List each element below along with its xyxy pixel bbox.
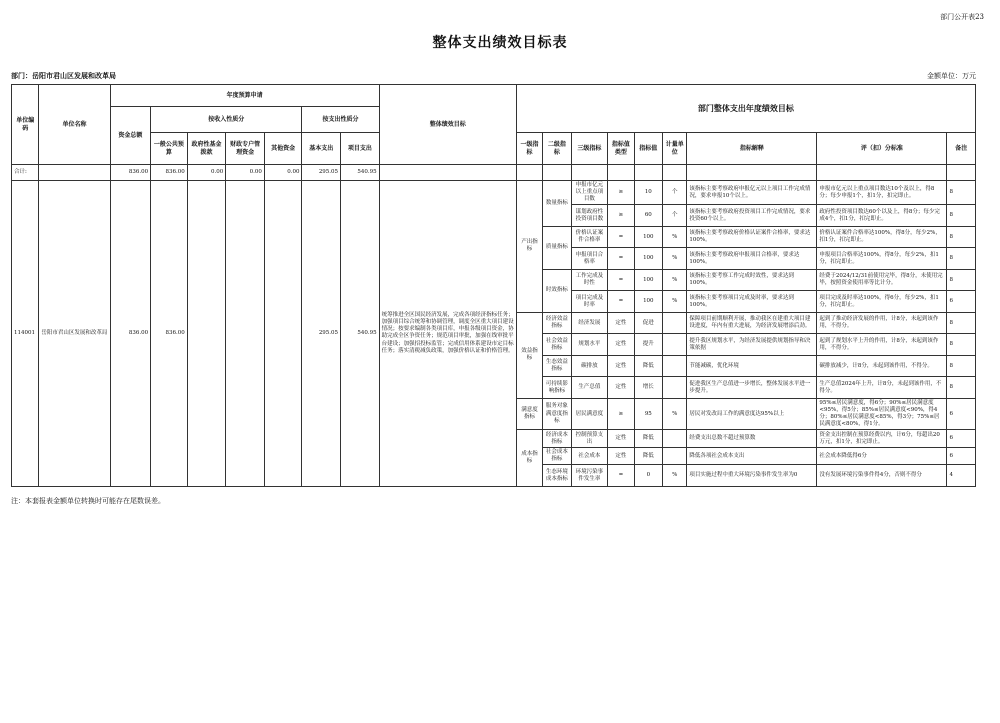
value-type: 定性 <box>608 334 634 356</box>
indicator-value: 100 <box>634 226 662 248</box>
indicator-value: 0 <box>634 465 662 487</box>
header-other-fund: 其他资金 <box>264 133 302 165</box>
header-gov-fund: 政府性基金拨款 <box>187 133 226 165</box>
header-explain: 指标解释 <box>687 133 817 165</box>
indicator-value: 100 <box>634 248 662 270</box>
level3-indicator: 控制预算支出 <box>571 430 608 448</box>
remark: 8 <box>947 334 976 356</box>
header-l1: 一级指标 <box>516 133 542 165</box>
measure-unit: % <box>663 269 687 291</box>
overall-goal-text: 统筹推进全区国民经济发展，完成各项经济指标任务；加强项目综合统筹和协调管理，调度全区重大项目建设情况；按要求编制各类项目库，申报各级项目资金，协助完成全区争资任务；规范项目审批，加强在线审批平台建设；加强招投标监管；完成信用体系建设市定目标任务；落实清税减负政策，加强价格认证和价格管理。 <box>379 181 516 487</box>
scoring-standard: 项目完成及时率达100%，得6分，每少2%，扣1分，扣完即止。 <box>817 291 947 313</box>
scoring-standard: 经费于2024/12/31前使用完毕，得8分，未使用完毕，按照资金使用率等比计分。 <box>817 269 947 291</box>
header-unit-name: 单位名称 <box>39 85 110 165</box>
indicator-explanation: 该指标主要考察政府申报亿元以上项目工作完成情况，要求申报10个以上。 <box>687 181 817 205</box>
header-by-expense: 按支出性质分 <box>302 107 379 133</box>
level3-indicator: 申报市亿元以上重点项目数 <box>571 181 608 205</box>
measure-unit <box>663 334 687 356</box>
remark: 8 <box>947 205 976 227</box>
scoring-standard: 价格认证案件合格率达100%，得8分，每少2%，扣1分，扣完即止。 <box>817 226 947 248</box>
scoring-standard: 政府性投资项目数达60个以及上，得8分；每少完成4个，扣1分，扣完即止。 <box>817 205 947 227</box>
header-by-income: 按收入性质分 <box>151 107 302 133</box>
unit-general: 836.00 <box>151 181 188 487</box>
indicator-explanation: 该指标主要考察政府申报项目合格率，要求达100%。 <box>687 248 817 270</box>
header-l3: 三级指标 <box>571 133 608 165</box>
indicator-explanation: 经费支出总数不超过预算数 <box>687 430 817 448</box>
unit-basic: 295.05 <box>302 181 341 487</box>
page-title: 整体支出绩效目标表 <box>432 35 568 51</box>
header-basic-expense: 基本支出 <box>302 133 341 165</box>
value-type: = <box>608 465 634 487</box>
measure-unit: % <box>663 226 687 248</box>
unit-gov <box>187 181 226 487</box>
header-annual-budget: 年度预算申请 <box>110 85 379 107</box>
level3-indicator: 工作完成及时性 <box>571 269 608 291</box>
remark: 6 <box>947 398 976 430</box>
header-annual-target: 部门整体支出年度绩效目标 <box>516 85 975 133</box>
indicator-value: 提升 <box>634 334 662 356</box>
unit-other <box>264 181 302 487</box>
sum-project: 540.95 <box>341 165 380 181</box>
remark: 8 <box>947 269 976 291</box>
page-code: 部门公开表23 <box>940 13 984 21</box>
sum-gov: 0.00 <box>187 165 226 181</box>
value-type: 定性 <box>608 430 634 448</box>
remark: 4 <box>947 465 976 487</box>
footnote: 注：本套报表金额单位转换时可能存在尾数误差。 <box>11 497 165 505</box>
scoring-standard: 起到了规划水平上升的作用，计8分，未起到该作用，不得分。 <box>817 334 947 356</box>
indicator-explanation: 该指标主要考察项目完成及时率，要求达到100%。 <box>687 291 817 313</box>
level2-indicator: 生态效益指标 <box>543 355 571 377</box>
level3-indicator: 价格认证案件合格率 <box>571 226 608 248</box>
level2-indicator: 社会成本指标 <box>543 447 571 465</box>
level3-indicator: 社会成本 <box>571 447 608 465</box>
table-row <box>12 181 976 205</box>
level2-indicator: 质量指标 <box>543 226 571 269</box>
measure-unit <box>663 430 687 448</box>
indicator-value: 60 <box>634 205 662 227</box>
scoring-standard: 碳排放减少，计8分，未起到该作用，不得分。 <box>817 355 947 377</box>
header-general-budget: 一般公共预算 <box>151 133 188 165</box>
sum-general: 836.00 <box>151 165 188 181</box>
measure-unit: % <box>663 291 687 313</box>
sum-other: 0.00 <box>264 165 302 181</box>
level3-indicator: 居民满意度 <box>571 398 608 430</box>
value-type: 定性 <box>608 312 634 334</box>
level2-indicator: 服务对象满意度指标 <box>543 398 571 430</box>
indicator-value: 95 <box>634 398 662 430</box>
value-type: ≥ <box>608 181 634 205</box>
value-type: = <box>608 291 634 313</box>
header-remark: 备注 <box>947 133 976 165</box>
department-label: 部门：岳阳市君山区发展和改革局 <box>11 71 116 80</box>
indicator-value: 100 <box>634 269 662 291</box>
level3-indicator: 生产总值 <box>571 377 608 399</box>
performance-table <box>11 84 976 487</box>
indicator-value: 增长 <box>634 377 662 399</box>
level2-indicator: 经济效益指标 <box>543 312 571 334</box>
unit-name: 岳阳市君山区发展和改革局 <box>39 181 110 487</box>
indicator-explanation: 该指标主要考察工作完成时效性，要求达到100%。 <box>687 269 817 291</box>
indicator-explanation: 该指标主要考察政府投资项目工作完成情况，要求投资60个以上。 <box>687 205 817 227</box>
amount-unit-label: 金额单位：万元 <box>927 72 976 80</box>
indicator-value: 降低 <box>634 355 662 377</box>
level2-indicator: 生态环境成本指标 <box>543 465 571 487</box>
measure-unit: 个 <box>663 205 687 227</box>
level3-indicator: 项目完成及时率 <box>571 291 608 313</box>
level3-indicator: 申报项目合格率 <box>571 248 608 270</box>
value-type: 定性 <box>608 447 634 465</box>
indicator-value: 降低 <box>634 430 662 448</box>
measure-unit: 个 <box>663 181 687 205</box>
remark: 8 <box>947 248 976 270</box>
unit-project: 540.95 <box>341 181 380 487</box>
header-project-expense: 项目支出 <box>341 133 380 165</box>
measure-unit: % <box>663 465 687 487</box>
level3-indicator: 规划水平 <box>571 334 608 356</box>
remark: 8 <box>947 181 976 205</box>
value-type: 定性 <box>608 377 634 399</box>
sum-row <box>12 165 976 181</box>
scoring-standard: 申报项目合格率达100%，得8分，每少2%，扣1分，扣完即止。 <box>817 248 947 270</box>
scoring-standard: 起到了推动经济发展的作用，计8分，未起到该作用，不得分。 <box>817 312 947 334</box>
indicator-explanation: 项目实施过程中重大环境污染事件发生率为0 <box>687 465 817 487</box>
unit-code: 114001 <box>12 181 39 487</box>
sum-special: 0.00 <box>226 165 265 181</box>
indicator-explanation: 提升我区规划水平，为经济发展提供规划指导和决策依据 <box>687 334 817 356</box>
value-type: 定性 <box>608 355 634 377</box>
remark: 6 <box>947 291 976 313</box>
header-scoring: 评（扣）分标准 <box>817 133 947 165</box>
level3-indicator: 环境污染事件发生率 <box>571 465 608 487</box>
level1-indicator: 成本指标 <box>516 430 542 487</box>
remark: 6 <box>947 430 976 448</box>
sum-label: 合计: <box>12 165 39 181</box>
level1-indicator: 效益指标 <box>516 312 542 398</box>
scoring-standard: 没有发展环境污染事件得4分，否则不得分 <box>817 465 947 487</box>
indicator-value: 促进 <box>634 312 662 334</box>
level2-indicator: 时效指标 <box>543 269 571 312</box>
header-value: 指标值 <box>634 133 662 165</box>
level3-indicator: 谋划政府性投资项目数 <box>571 205 608 227</box>
level2-indicator: 经济成本指标 <box>543 430 571 448</box>
unit-total: 836.00 <box>110 181 151 487</box>
measure-unit: % <box>663 398 687 430</box>
level2-indicator: 数量指标 <box>543 181 571 227</box>
remark: 8 <box>947 355 976 377</box>
unit-special <box>226 181 265 487</box>
indicator-explanation: 保障项目前期顺利开展，推动我区在建重大项目建设进度，年内有重大进展，为经济发展增添后劲。 <box>687 312 817 334</box>
value-type: = <box>608 248 634 270</box>
sum-total: 836.00 <box>110 165 151 181</box>
header-total-funds: 资金总额 <box>110 107 151 165</box>
header-l2: 二级指标 <box>543 133 571 165</box>
indicator-explanation: 居民对发改局工作的满意度达95%以上 <box>687 398 817 430</box>
indicator-explanation: 降低各项社会成本支出 <box>687 447 817 465</box>
scoring-standard: 社会成本降低得6分 <box>817 447 947 465</box>
indicator-explanation: 该指标主要考察政府价格认证案件合格率，要求达100%。 <box>687 226 817 248</box>
remark: 8 <box>947 377 976 399</box>
level2-indicator: 可持续影响指标 <box>543 377 571 399</box>
indicator-value: 10 <box>634 181 662 205</box>
indicator-value: 100 <box>634 291 662 313</box>
header-special-fund: 财政专户管理资金 <box>226 133 265 165</box>
level1-indicator: 产出指标 <box>516 181 542 313</box>
indicator-explanation: 促进我区生产总值进一步增长，整体发展水平进一步提升。 <box>687 377 817 399</box>
level3-indicator: 经济发展 <box>571 312 608 334</box>
header-unit-code: 单位编码 <box>12 85 39 165</box>
remark: 6 <box>947 447 976 465</box>
level1-indicator: 满意度指标 <box>516 398 542 430</box>
value-type: = <box>608 269 634 291</box>
scoring-standard: 申报市亿元以上重点项目数达10个及以上，得8分；每少申报1个，扣1分，扣完即止。 <box>817 181 947 205</box>
remark: 8 <box>947 226 976 248</box>
value-type: ≥ <box>608 398 634 430</box>
measure-unit: % <box>663 248 687 270</box>
scoring-standard: 95%≤居民满意度，得6分；90%≤居民满意度<95%，得5分；85%≤居民满意度<90%，得4分；80%≤居民满意度<85%，得3分；75%≤居民满意度<80%，得1分。 <box>817 398 947 430</box>
measure-unit <box>663 377 687 399</box>
level3-indicator: 碳排放 <box>571 355 608 377</box>
header-unit: 计量单位 <box>663 133 687 165</box>
header-value-type: 指标值类型 <box>608 133 634 165</box>
scoring-standard: 资金支出控制在预算经费以内，计6分，每超出20万元，扣1分，扣完即止。 <box>817 430 947 448</box>
scoring-standard: 生产总值2024年上升，计8分，未起到该作用，不得分。 <box>817 377 947 399</box>
remark: 8 <box>947 312 976 334</box>
indicator-explanation: 节能减碳，优化环境 <box>687 355 817 377</box>
measure-unit <box>663 312 687 334</box>
level2-indicator: 社会效益指标 <box>543 334 571 356</box>
value-type: = <box>608 226 634 248</box>
measure-unit <box>663 355 687 377</box>
measure-unit <box>663 447 687 465</box>
indicator-value: 降低 <box>634 447 662 465</box>
header-overall-goal: 整体绩效目标 <box>379 85 516 165</box>
value-type: ≥ <box>608 205 634 227</box>
sum-basic: 295.05 <box>302 165 341 181</box>
